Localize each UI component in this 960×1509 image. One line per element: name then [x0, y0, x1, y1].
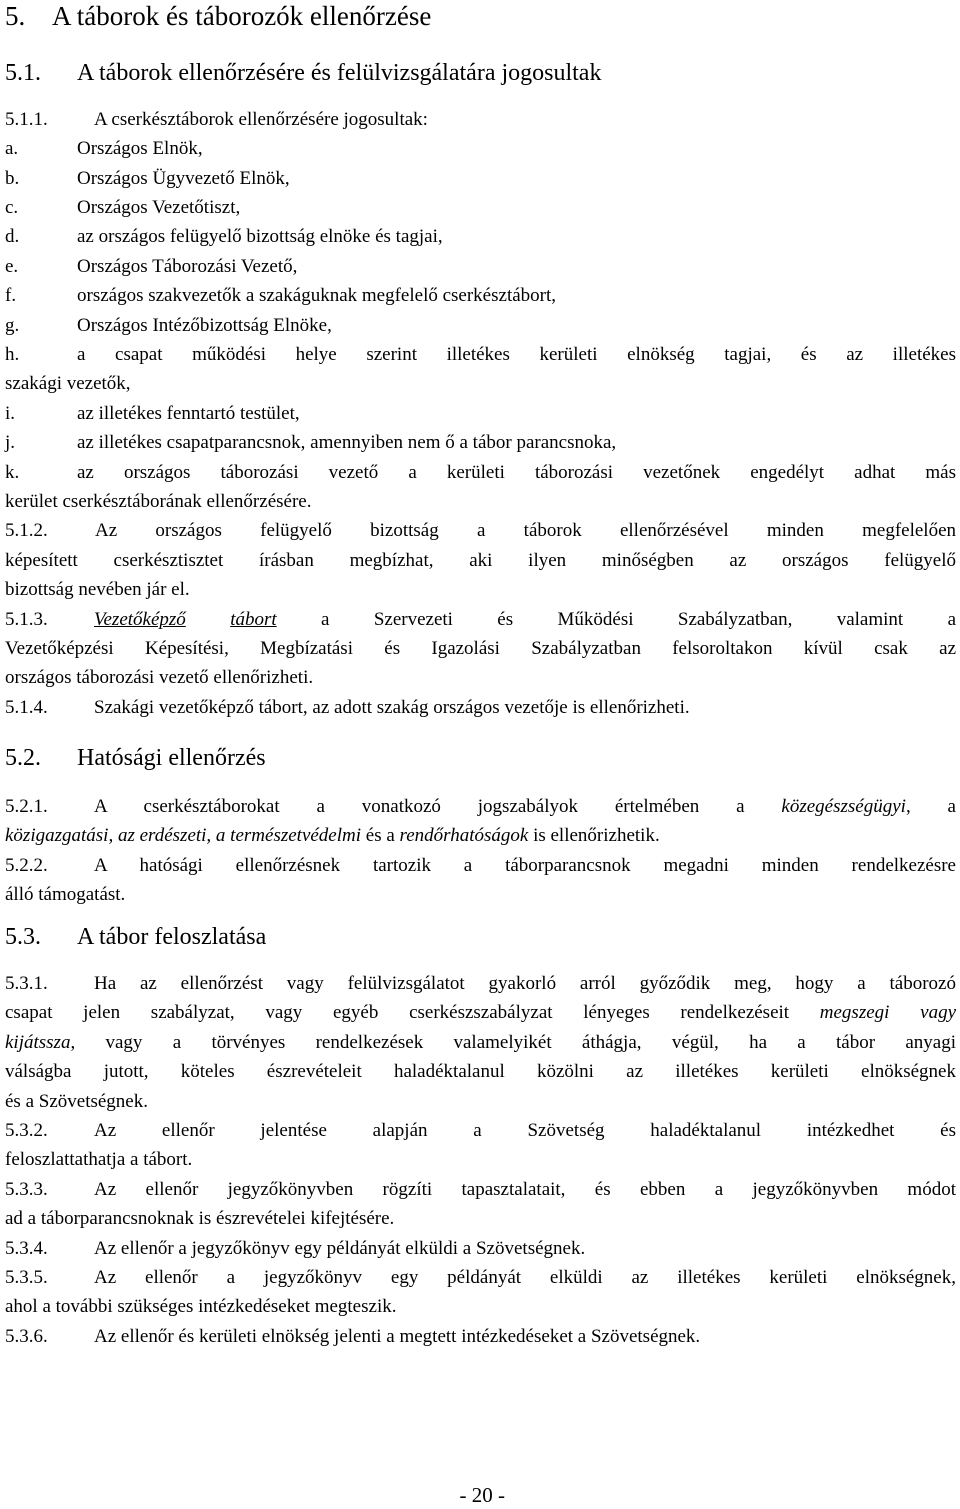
page-number: - 20 - [459, 1483, 505, 1507]
paragraph-5-2-2-line2: álló támogatást. [5, 884, 126, 905]
paragraph-5-1-1: 5.1.1. A cserkésztáborok ellenőrzésére jogosultak: [5, 109, 428, 130]
paragraph-5-2-1-line2: közigazgatási, az erdészeti, a természetvédelmi és a rendőrhatóságok is ellenőrizhetik. [5, 825, 660, 846]
paragraph-5-1-2-line1: 5.1.2. Az országos felügyelő bizottság a táborok ellenőrzésével minden megfelelően [5, 520, 956, 541]
paragraph-5-3-1-line2: csapat jelen szabályzat, vagy egyéb cserkészszabályzat lényeges rendelkezéseit megszegi vagy [5, 1002, 957, 1023]
paragraph-5-2-2-line1: 5.2.2. A hatósági ellenőrzésnek tartozik a táborparancsnok megadni minden rendelkezésre [5, 855, 956, 876]
paragraph-5-1-2-line2: képesített cserkésztisztet írásban megbízhat, aki ilyen minőségben az országos felügyelő [5, 550, 956, 571]
list-item-h-line2: szakági vezetők, [5, 373, 131, 394]
paragraph-5-1-3-line3: országos táborozási vezető ellenőrizheti. [5, 667, 314, 688]
paragraph-5-3-6: 5.3.6. Az ellenőr és kerületi elnökség jelenti a megtett intézkedéseket a Szövetségnek. [5, 1326, 701, 1347]
paragraph-5-3-4: 5.3.4. Az ellenőr a jegyzőkönyv egy példányát elküldi a Szövetségnek. [5, 1238, 586, 1259]
paragraph-5-3-1-line3: kijátssza, vagy a törvényes rendelkezések valamelyikét áthágja, végül, ha a tábor anyagi [5, 1032, 956, 1053]
list-item-j: j. az illetékes csapatparancsnok, amennyiben nem ő a tábor parancsnoka, [5, 432, 617, 453]
list-item-k-line1: k. az országos táborozási vezető a kerületi táborozási vezetőnek engedélyt adhat más [5, 462, 956, 483]
list-item-b: b. Országos Ügyvezető Elnök, [5, 168, 290, 189]
paragraph-5-2-1-line1: 5.2.1. A cserkésztáborokat a vonatkozó jogszabályok értelmében a közegészségügyi, a [5, 796, 956, 817]
list-item-h-line1: h. a csapat működési helye szerint illetékes kerületi elnökség tagjai, és az illetékes [5, 344, 956, 365]
paragraph-5-1-2-line3: bizottság nevében jár el. [5, 579, 190, 600]
section-heading-5-3: 5.3. A tábor feloszlatása [5, 924, 267, 950]
paragraph-5-3-2-line1: 5.3.2. Az ellenőr jelentése alapján a Szövetség haladéktalanul intézkedhet és [5, 1120, 956, 1141]
list-item-e: e. Országos Táborozási Vezető, [5, 256, 298, 277]
list-item-f: f. országos szakvezetők a szakáguknak megfelelő cserkésztábort, [5, 285, 557, 306]
list-item-d: d. az országos felügyelő bizottság elnöke és tagjai, [5, 226, 443, 247]
paragraph-5-3-1-line5: és a Szövetségnek. [5, 1091, 148, 1112]
paragraph-5-1-3-line1: 5.1.3. Vezetőképző tábort a Szervezeti és Működési Szabályzatban, valamint a [5, 609, 957, 630]
chapter-heading: 5. A táborok és táborozók ellenőrzése [5, 1, 432, 31]
paragraph-5-3-2-line2: feloszlattathatja a tábort. [5, 1149, 193, 1170]
paragraph-5-3-3-line2: ad a táborparancsnoknak is észrevételei kifejtésére. [5, 1208, 395, 1229]
list-item-a: a. Országos Elnök, [5, 138, 203, 159]
section-heading-5-2: 5.2. Hatósági ellenőrzés [5, 745, 266, 771]
list-item-i: i. az illetékes fenntartó testület, [5, 403, 300, 424]
paragraph-5-3-5-line1: 5.3.5. Az ellenőr a jegyzőkönyv egy példányát elküldi az illetékes kerületi elnökségnek, [5, 1267, 956, 1288]
list-item-c: c. Országos Vezetőtiszt, [5, 197, 241, 218]
paragraph-5-3-1-line1: 5.3.1. Ha az ellenőrzést vagy felülvizsgálatot gyakorló arról győződik meg, hogy a táborozó [5, 973, 956, 994]
paragraph-5-3-5-line2: ahol a további szükséges intézkedéseket megteszik. [5, 1296, 397, 1317]
list-item-k-line2: kerület cserkésztáborának ellenőrzésére. [5, 491, 312, 512]
list-item-g: g. Országos Intézőbizottság Elnöke, [5, 315, 332, 336]
paragraph-5-1-3-line2: Vezetőképzési Képesítési, Megbízatási és Igazolási Szabályzatban felsoroltakon kívül csak az [5, 638, 956, 659]
paragraph-5-1-4: 5.1.4. Szakági vezetőképző tábort, az adott szakág országos vezetője is ellenőrizheti. [5, 697, 690, 718]
paragraph-5-3-1-line4: válságba jutott, köteles észrevételeit haladéktalanul közölni az illetékes kerületi elnökségnek [5, 1061, 956, 1082]
section-heading-5-1: 5.1. A táborok ellenőrzésére és felülvizsgálatára jogosultak [5, 60, 602, 86]
paragraph-5-3-3-line1: 5.3.3. Az ellenőr jegyzőkönyvben rögzíti tapasztalatait, és ebben a jegyzőkönyvben módot [5, 1179, 956, 1200]
